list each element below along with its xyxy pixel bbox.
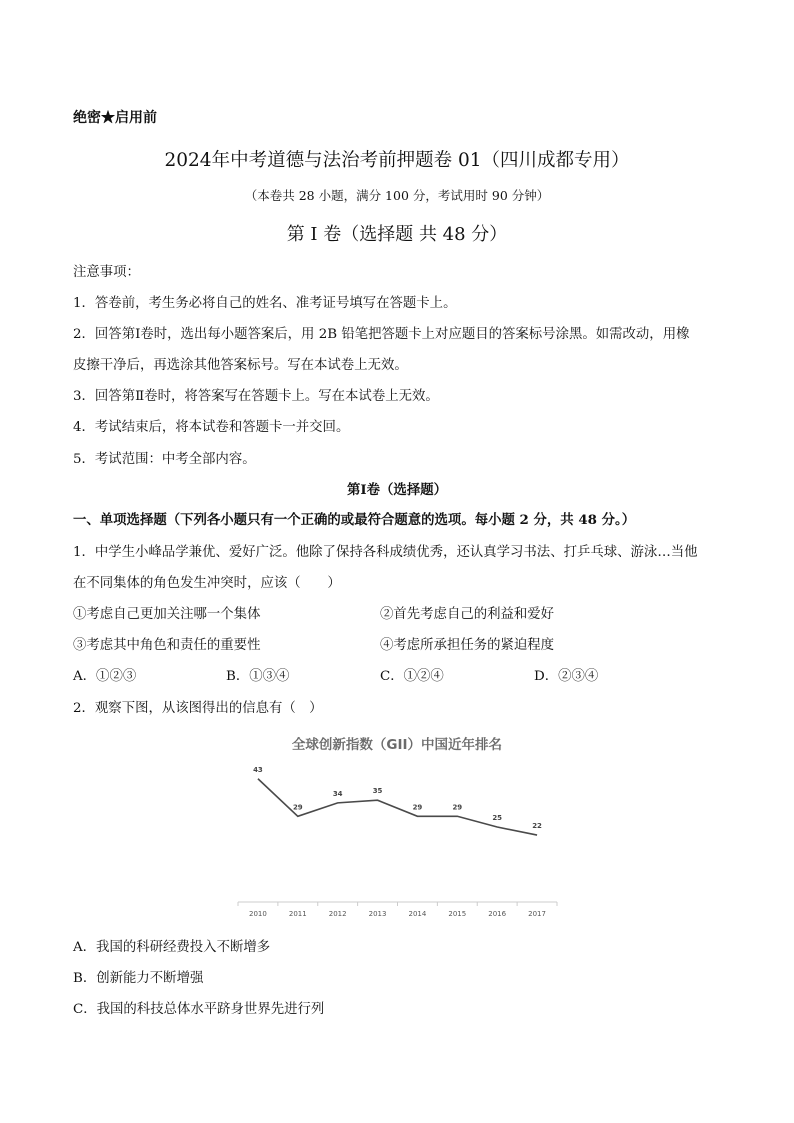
note-item: 4．考试结束后，将本试卷和答题卡一并交回。: [73, 420, 350, 435]
note-item: 皮擦干净后，再选涂其他答案标号。写在本试卷上无效。: [73, 358, 408, 373]
q1-stem-line2: 在不同集体的角色发生冲突时，应该（ ）: [73, 576, 341, 591]
x-tick-label: 2013: [368, 910, 387, 918]
data-label: 22: [532, 822, 542, 831]
confidential-label: 绝密★启用前: [73, 110, 157, 126]
x-tick-label: 2016: [488, 910, 507, 918]
data-label: 43: [253, 765, 263, 774]
q1-stem-line1: 1．中学生小峰品学兼优、爱好广泛。他除了保持各科成绩优秀，还认真学习书法、打乒乓球、游泳…当他: [73, 545, 698, 560]
x-tick-label: 2014: [408, 910, 427, 918]
x-tick-label: 2015: [448, 910, 467, 918]
q1-option-2: ②首先考虑自己的利益和爱好: [380, 607, 555, 622]
q1-choice-d: D．②③④: [534, 669, 599, 684]
data-label: 35: [372, 787, 383, 796]
volume-heading: 第 I 卷（选择题 共 48 分）: [286, 224, 508, 245]
data-label: 34: [332, 789, 343, 798]
q2-choice-b: B．创新能力不断增强: [73, 971, 204, 986]
note-item: 3．回答第Ⅱ卷时，将答案写在答题卡上。写在本试卷上无效。: [73, 389, 439, 404]
q2-choice-a: A．我国的科研经费投入不断增多: [73, 940, 271, 955]
q2-stem: 2．观察下图，从该图得出的信息有（ ）: [73, 701, 323, 716]
q2-choice-c: C．我国的科技总体水平跻身世界先进行列: [73, 1002, 325, 1017]
q1-choice-a: A．①②③: [73, 669, 137, 684]
q1-choice-b: B．①③④: [226, 669, 290, 684]
x-tick-label: 2010: [249, 910, 267, 918]
section-instruction: 一、单项选择题（下列各小题只有一个正确的或最符合题意的选项。每小题 2 分，共 48 分。）: [73, 512, 636, 528]
note-item: 5．考试范围：中考全部内容。: [73, 452, 256, 467]
note-item: 1．答卷前，考生务必将自己的姓名、准考证号填写在答题卡上。: [73, 296, 457, 311]
section-title: 第Ⅰ卷（选择题）: [347, 482, 447, 498]
exam-subtitle: （本卷共 28 小题，满分 100 分，考试用时 90 分钟）: [244, 188, 550, 203]
x-tick-label: 2017: [528, 910, 546, 918]
note-item: 2．回答第Ⅰ卷时，选出每小题答案后，用 2B 铅笔把答题卡上对应题目的答案标号涂黑。如需改动，用橡: [73, 327, 690, 342]
x-tick-label: 2011: [288, 910, 307, 918]
chart-title: 全球创新指数（GII）中国近年排名: [291, 737, 503, 753]
data-label: 29: [452, 803, 463, 812]
notes-heading: 注意事项：: [73, 265, 140, 280]
q1-option-1: ①考虑自己更加关注哪一个集体: [73, 607, 261, 622]
x-tick-label: 2012: [328, 910, 347, 918]
data-label: 29: [412, 803, 423, 812]
exam-title: 2024年中考道德与法治考前押题卷 01（四川成都专用）: [164, 150, 630, 171]
data-label: 29: [292, 803, 303, 812]
q1-option-3: ③考虑其中角色和责任的重要性: [73, 638, 261, 653]
gii-rank-line-chart: [230, 760, 565, 920]
q1-option-4: ④考虑所承担任务的紧迫程度: [380, 638, 555, 653]
data-label: 25: [492, 814, 503, 822]
q1-choice-c: C．①②④: [380, 669, 444, 684]
